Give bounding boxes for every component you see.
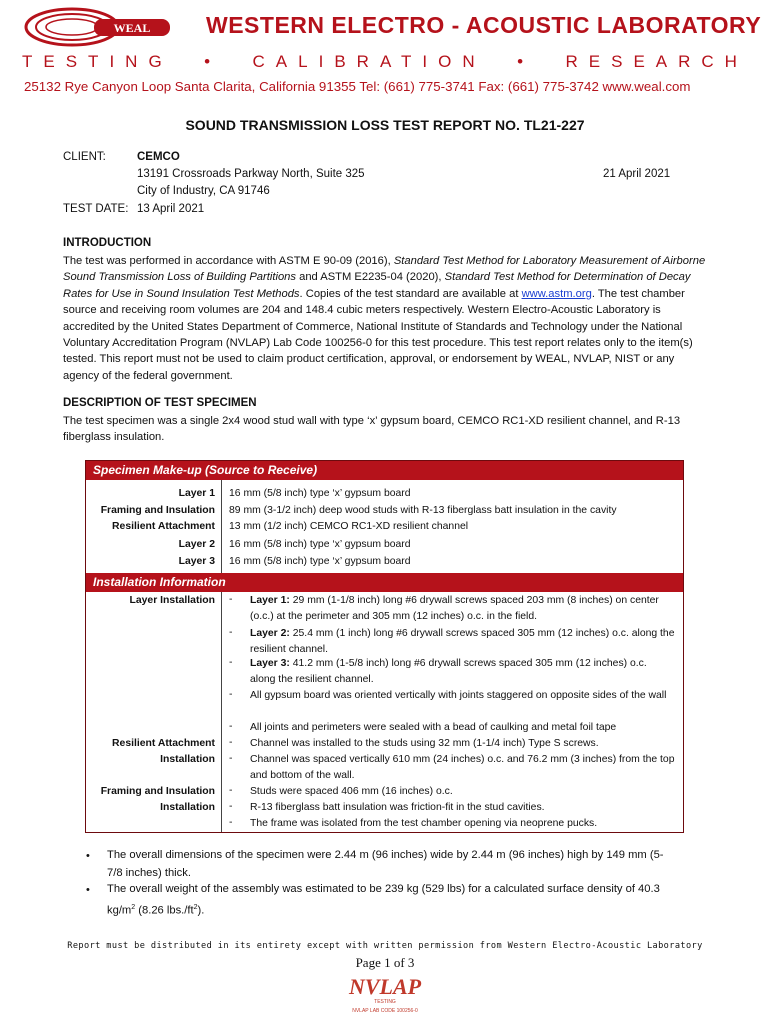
client-address-1: 13191 Crossroads Parkway North, Suite 325 <box>137 168 365 180</box>
description-text: The test specimen was a single 2x4 wood stud wall with type ‘x’ gypsum board, CEMCO RC1-XD resilient channel, and R-13 fiberglass insulation. <box>63 415 681 444</box>
logo-text: WEAL <box>113 21 151 35</box>
lab-address: 25132 Rye Canyon Loop Santa Clarita, California 91355 Tel: (661) 775-3741 Fax: (661) 775-3742 www.weal.com <box>24 79 691 94</box>
tagline <box>22 52 748 72</box>
specimen-table: Specimen Make-up (Source to Receive) Layer 1 16 mm (5/8 inch) type ‘x’ gypsum board Framing and Insulation 89 mm (3-1/2 inch) deep wood studs with R-13 fiberglass batt insulation in the cavity Resilient Attachment 13 mm (1/2 inch) CEMCO RC1-XD resilient channel Layer 2 16 mm (5/8 inch) type ‘x’ gypsum board Layer 3 16 mm (5/8 inch) type ‘x’ gypsum board Installation Information Layer Installation - Layer 1: 29 mm (1-1/8 inch) long #6 drywall screws spaced 203 mm (8 inches) on center (o.c.) at the perimeter and 305 mm (12 inches) o.c. in the field. - Layer 2: 25.4 mm (1 inch) long #6 drywall screws spaced 305 mm (12 inches) o.c. along the resilient channel. - Layer 3: 41.2 mm (1-5/8 inch) long #6 drywall screws spaced 305 mm (12 inches) o.c. along the resilient channel. - All gypsum board was oriented vertically with joints staggered on opposite sides of the wall - All joints and perimeters were sealed with a bead of caulking and metal foil tape Resilient Attachment Installation - Channel was installed to the studs using 32 mm (1-1/4 inch) Type S screws. - Channel was spaced vertically 610 mm (24 inches) o.c. and 76.2 mm (3 inches) from the top and bottom of the wall. Framing and Insulation Installation - Studs were spaced 406 mm (16 inches) o.c. - R-13 fiberglass batt insulation was friction-fit in the stud cavities. - The frame was isolated from the test chamber opening via neoprene pucks. <box>85 460 684 833</box>
layer-installation-label: Layer Installation <box>129 595 215 606</box>
tagline-dot: • <box>204 52 222 71</box>
lab-name: WESTERN ELECTRO - ACOUSTIC LABORATORY <box>206 12 762 38</box>
tagline-dot: • <box>517 52 535 71</box>
report-title: SOUND TRANSMISSION LOSS TEST REPORT NO. TL21-227 <box>185 117 585 133</box>
layer-1-install: Layer 1: 29 mm (1-1/8 inch) long #6 drywall screws spaced 203 mm (8 inches) on center (o.c.) at the perimeter and 305 mm (12 inches) o.c. in the field. <box>250 595 659 622</box>
makeup-label: Layer 2 <box>178 539 215 550</box>
makeup-value: 16 mm (5/8 inch) type ‘x’ gypsum board <box>229 556 411 567</box>
tagline-calibration: CALIBRATION <box>252 52 486 71</box>
svg-text:NVLAP: NVLAP <box>348 974 422 999</box>
makeup-label: Layer 3 <box>178 556 215 567</box>
introduction-heading: INTRODUCTION <box>63 237 152 249</box>
svg-text:TESTING: TESTING <box>374 999 396 1005</box>
client-label: CLIENT: <box>63 151 106 163</box>
test-date: 13 April 2021 <box>137 203 205 215</box>
client-name: CEMCO <box>137 151 180 163</box>
makeup-header: Specimen Make-up (Source to Receive) <box>86 461 683 480</box>
makeup-value: 16 mm (5/8 inch) type ‘x’ gypsum board <box>229 488 411 499</box>
weal-logo <box>22 6 172 48</box>
distribution-note: Report must be distributed in its entirety except with written permission from Western Electro-Acoustic Laboratory <box>67 941 703 951</box>
specimen-dimensions: The overall dimensions of the specimen were 2.44 m (96 inches) wide by 2.44 m (96 inches) high by 149 mm (5-7/8 inches) thick. <box>107 849 664 879</box>
astm-link[interactable]: www.astm.org <box>521 287 592 300</box>
installation-header: Installation Information <box>86 573 683 592</box>
page-number: Page 1 of 3 <box>355 955 415 970</box>
svg-text:NVLAP LAB CODE 100256-0: NVLAP LAB CODE 100256-0 <box>352 1008 418 1014</box>
makeup-value: 89 mm (3-1/2 inch) deep wood studs with R-13 fiberglass batt insulation in the cavity <box>229 505 617 516</box>
specimen-weight: The overall weight of the assembly was estimated to be 239 kg (529 lbs) for a calculated surface density of 40.3 $kg/m^2$ (8.26 $lbs./ft^2$). <box>107 883 660 917</box>
tagline-research: RESEARCH <box>565 52 748 71</box>
layer-3-install: Layer 3: 41.2 mm (1-5/8 inch) long #6 drywall screws spaced 305 mm (12 inches) o.c. along the resilient channel. <box>250 658 647 685</box>
makeup-label: Framing and Insulation <box>100 505 215 516</box>
insulation-fit: R-13 fiberglass batt insulation was friction-fit in the stud cavities. <box>250 802 545 813</box>
resilient-installation-label: Resilient Attachment Installation <box>112 738 215 765</box>
makeup-label: Resilient Attachment <box>112 521 215 532</box>
gypsum-orientation: All gypsum board was oriented vertically with joints staggered on opposite sides of the wall <box>250 690 667 701</box>
framing-installation-label: Framing and Insulation Installation <box>100 786 215 813</box>
nvlap-logo <box>335 970 435 1016</box>
report-date: 21 April 2021 <box>603 168 671 180</box>
client-address-2: City of Industry, CA 91746 <box>137 185 270 197</box>
description-heading: DESCRIPTION OF TEST SPECIMEN <box>63 397 257 409</box>
channel-spacing: Channel was spaced vertically 610 mm (24 inches) o.c. and 76.2 mm (3 inches) from the top and bottom of the wall. <box>250 754 675 781</box>
makeup-value: 13 mm (1/2 inch) CEMCO RC1-XD resilient channel <box>229 521 469 532</box>
test-date-label: TEST DATE: <box>63 203 129 215</box>
introduction-paragraph: The test was performed in accordance with ASTM E 90-09 (2016), Standard Test Method for Laboratory Measurement of Airborne Sound Transmission Loss of Building Partitions and ASTM E2235-04 (2020), Standard Test Method for Determination of Decay Rates for Use in Sound Insulation Test Methods. Copies of the test standard are available at www.astm.org. The test chamber source and receiving room volumes are 204 and 148.4 cubic meters respectively. Western Electro-Acoustic Laboratory is accredited by the United States Department of Commerce, National Institute of Standards and Technology under the National Voluntary Accreditation Program (NVLAP) Lab Code 100256-0 for this test procedure. This test report relates only to the item(s) tested. This report must not be used to claim product certification, approval, or endorsement by WEAL, NVLAP, NIST or any agency of the federal government. <box>63 255 706 382</box>
makeup-label: Layer 1 <box>178 488 215 499</box>
bullet-icon: • <box>86 884 90 896</box>
layer-2-install: Layer 2: 25.4 mm (1 inch) long #6 drywall screws spaced 305 mm (12 inches) o.c. along the resilient channel. <box>250 628 675 655</box>
makeup-value: 16 mm (5/8 inch) type ‘x’ gypsum board <box>229 539 411 550</box>
channel-screws: Channel was installed to the studs using 32 mm (1-1/4 inch) Type S screws. <box>250 738 599 749</box>
joint-sealing: All joints and perimeters were sealed with a bead of caulking and metal foil tape <box>250 722 617 733</box>
bullet-icon: • <box>86 850 90 862</box>
frame-isolation: The frame was isolated from the test chamber opening via neoprene pucks. <box>250 818 598 829</box>
tagline-testing: TESTING <box>22 52 173 71</box>
stud-spacing: Studs were spaced 406 mm (16 inches) o.c. <box>250 786 453 797</box>
